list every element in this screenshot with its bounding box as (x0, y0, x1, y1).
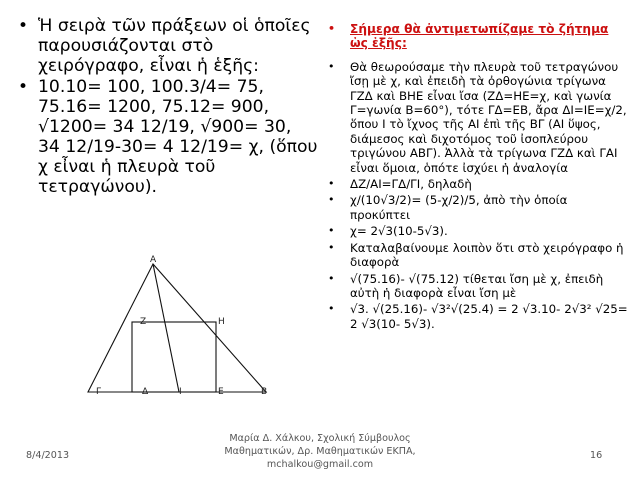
right-bullet (328, 60, 628, 175)
bullet-dot: • (328, 59, 335, 73)
left-bullet-text: 10.10= 100, 100.3/4= 75, 75.16= 1200, 75.12= 900, √1200= 34 12/19, √900= 30, 34 12/19-30= 4 12/19= χ, (ὅπου χ εἶναι ἡ πλευρὰ τοῦ τετραγώνου). (38, 77, 318, 197)
label-h: Η (218, 317, 225, 327)
bullet-dot: • (328, 177, 335, 191)
triangle-abg (88, 264, 266, 392)
right-bullet-text: √(75.16)- √(75.12) τίθεται ἴση μὲ χ, ἐπειδὴ αὐτὴ ἡ διαφορὰ εἶναι ἴση μὲ (350, 271, 604, 300)
left-bullet (18, 77, 318, 197)
right-bullet-text: Καταλαβαίνουμε λοιπὸν ὅτι στὸ χειρόγραφο ἡ διαφορὰ (350, 240, 624, 270)
right-bullet-text: χ= 2√3(10-5√3). (350, 224, 448, 239)
left-bullet-text: Ἡ σειρὰ τῶν πράξεων οἱ ὁποῖες παρουσιάζονται στὸ χειρόγραφο, εἶναι ἡ ἑξῆς: (38, 16, 311, 76)
label-g: Γ (96, 387, 102, 397)
altitude-ai (153, 264, 179, 392)
right-column (328, 22, 628, 333)
label-z: Ζ (140, 317, 147, 327)
bullet-dot: • (328, 240, 335, 254)
label-e: Ε (218, 387, 224, 397)
right-bullet-text: √3. √(25.16)- √3²√(25.4) = 2 √3.10- 2√3² √25= 2 √3(10- 5√3). (350, 302, 628, 331)
bullet-dot: • (18, 16, 29, 36)
right-bullet (328, 177, 628, 191)
right-bullet-text: ΔΖ/ΑΙ=ΓΔ/ΓΙ, δηλαδὴ (350, 177, 472, 192)
label-a: Α (150, 255, 157, 265)
triangle-figure (80, 250, 295, 405)
right-bullet (328, 241, 628, 270)
inscribed-square (132, 322, 216, 392)
right-bullet-text: χ/(10√3/2)= (5-χ/2)/5, ἀπὸ τὴν ὁποία προκύπτει (350, 193, 568, 222)
label-b: Β (261, 387, 268, 397)
right-heading (328, 22, 628, 51)
label-d: Δ (142, 387, 149, 397)
left-bullet (18, 16, 318, 76)
bullet-dot: • (18, 77, 29, 97)
right-bullet (328, 193, 628, 222)
bullet-dot: • (328, 271, 335, 285)
footer-email: mchalkou@gmail.com (266, 459, 374, 470)
footer-author (200, 432, 440, 471)
right-bullet (328, 224, 628, 238)
page-number: 16 (590, 450, 603, 461)
bullet-dot: • (328, 22, 336, 35)
right-bullet-text: Θὰ θεωρούσαμε τὴν πλευρὰ τοῦ τετραγώνου ἴσῃ μὲ χ, καὶ ἐπειδὴ τὰ ὀρθογώνια τρίγωνα ΓΖΔ καὶ ΒΗΕ εἶναι ἴσα (ΖΔ=ΗΕ=χ, καὶ γωνία Γ=γωνία Β=60°), τότε ΓΔ=ΕΒ, ἄρα ΔΙ=ΙΕ=χ/2, ὅπου Ι τὸ ἴχνος τῆς ΑΙ ἐπὶ τῆς ΒΓ (ΑΙ ὕψος, διάμεσος καὶ διχοτόμος τοῦ ἰσοπλεύρου τριγώνου ΑΒΓ). Ἀλλὰ τὰ τρίγωνα ΓΖΔ καὶ ΓΑΙ εἶναι ὅμοια, ὁπότε ἰσχύει ἡ ἀναλογία (350, 59, 627, 175)
bullet-dot: • (328, 302, 335, 316)
bullet-dot: • (328, 224, 335, 238)
footer-author-line: Μαρία Δ. Χάλκου, Σχολική Σύμβουλος (229, 433, 411, 444)
label-i: Ι (179, 387, 182, 397)
left-column (18, 16, 318, 198)
footer-author-line: Μαθηματικών, Δρ. Μαθηματικών ΕΚΠΑ, (224, 446, 416, 457)
bullet-dot: • (328, 193, 335, 207)
footer-date: 8/4/2013 (26, 450, 70, 461)
right-bullet (328, 272, 628, 301)
right-heading-text: Σήμερα θὰ ἀντιμετωπίζαμε τὸ ζήτημα ὡς ἑξῆς: (350, 22, 609, 51)
right-bullet (328, 302, 628, 331)
triangle-diagram (80, 250, 295, 405)
